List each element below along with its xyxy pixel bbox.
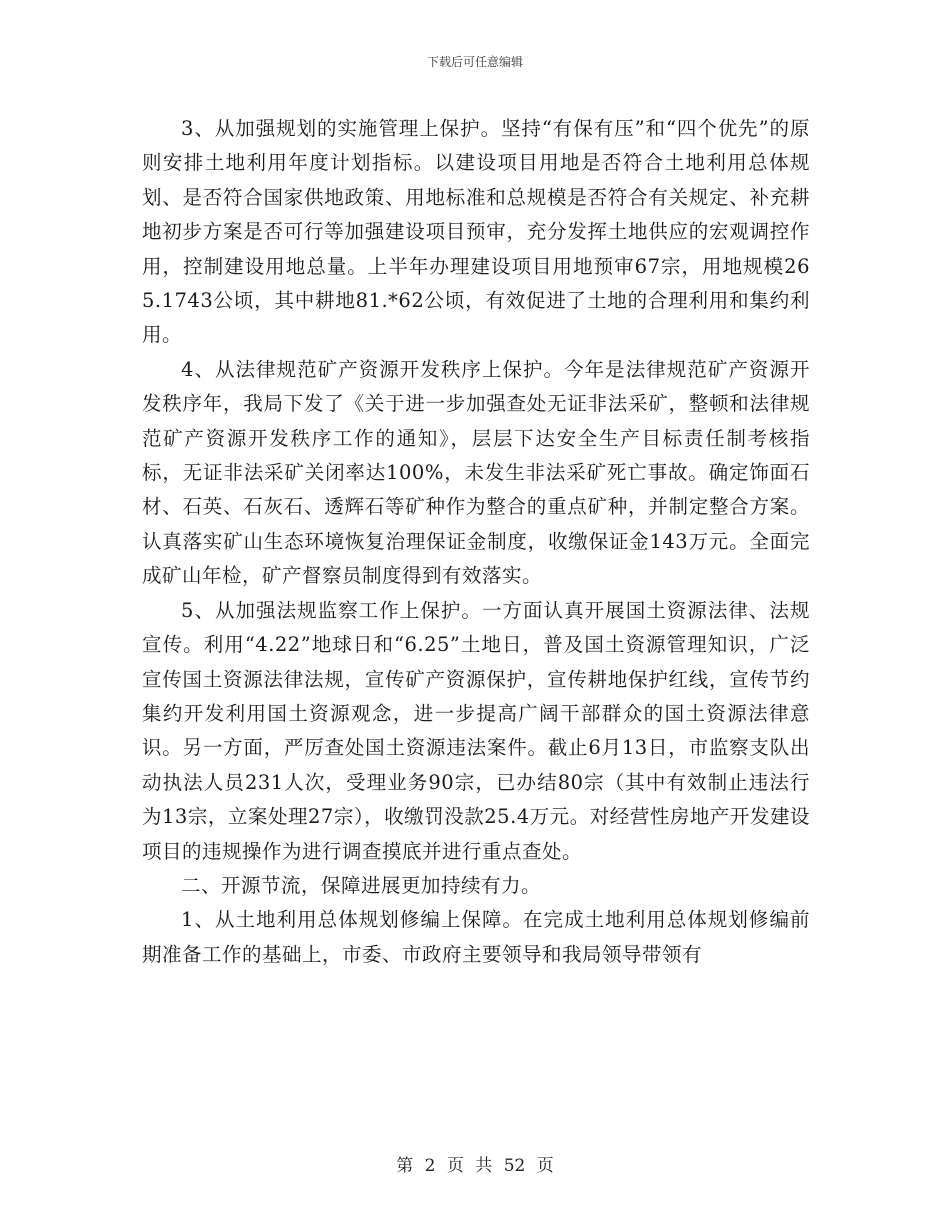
- paragraph-planning-revision: 1、从土地利用总体规划修编上保障。在完成土地利用总体规划修编前期准备工作的基础上，市委、市政府主要领导和我局领导带领有: [142, 908, 810, 966]
- paragraph-mineral-order-protection: 4、从法律规范矿产资源开发秩序上保护。今年是法律规范矿产资源开发秩序年，我局下发了《关于进一步加强查处无证非法采矿，整顿和法律规范矿产资源开发秩序工作的通知》，层层下达安全生产目标责任制考核指标，无证非法采矿关闭率达100%，未发生非法采矿死亡事故。确定饰面石材、石英、石灰石、透辉石等矿种作为整合的重点矿种，并制定整合方案。认真落实矿山生态环境恢复治理保证金制度，收缴保证金143万元。全面完成矿山年检，矿产督察员制度得到有效落实。: [142, 357, 810, 588]
- document-body: [142, 112, 810, 972]
- header-note: 下载后可任意编辑: [426, 55, 523, 69]
- page-footer: 第 2 页 共 52 页: [396, 1156, 554, 1176]
- paragraph-supervision-protection: 5、从加强法规监察工作上保护。一方面认真开展国土资源法律、法规宣传。利用“4.22”地球日和“6.25”土地日，普及国土资源管理知识，广泛宣传国土资源法律法规，宣传矿产资源保护，宣传耕地保护红线，宣传节约集约开发利用国土资源观念，进一步提高广阔干部群众的国土资源法律意识。另一方面，严厉查处国土资源违法案件。截止6月13日，市监察支队出动执法人员231人次，受理业务90宗，已办结80宗（其中有效制止违法行为13宗，立案处理27宗），收缴罚没款25.4万元。对经营性房地产开发建设项目的违规操作为进行调查摸底并进行重点查处。: [142, 598, 810, 863]
- section-heading-open-source: 二、开源节流，保障进展更加持续有力。: [181, 873, 542, 897]
- paragraph-planning-protection: 3、从加强规划的实施管理上保护。坚持“有保有压”和“四个优先”的原则安排土地利用年度计划指标。以建设项目用地是否符合土地利用总体规划、是否符合国家供地政策、用地标准和总规模是否符合有关规定、补充耕地初步方案是否可行等加强建设项目预审，充分发挥土地供应的宏观调控作用，控制建设用地总量。上半年办理建设项目用地预审67宗，用地规模265.1743公顷，其中耕地81.*62公顷，有效促进了土地的合理利用和集约利用。: [142, 117, 810, 347]
